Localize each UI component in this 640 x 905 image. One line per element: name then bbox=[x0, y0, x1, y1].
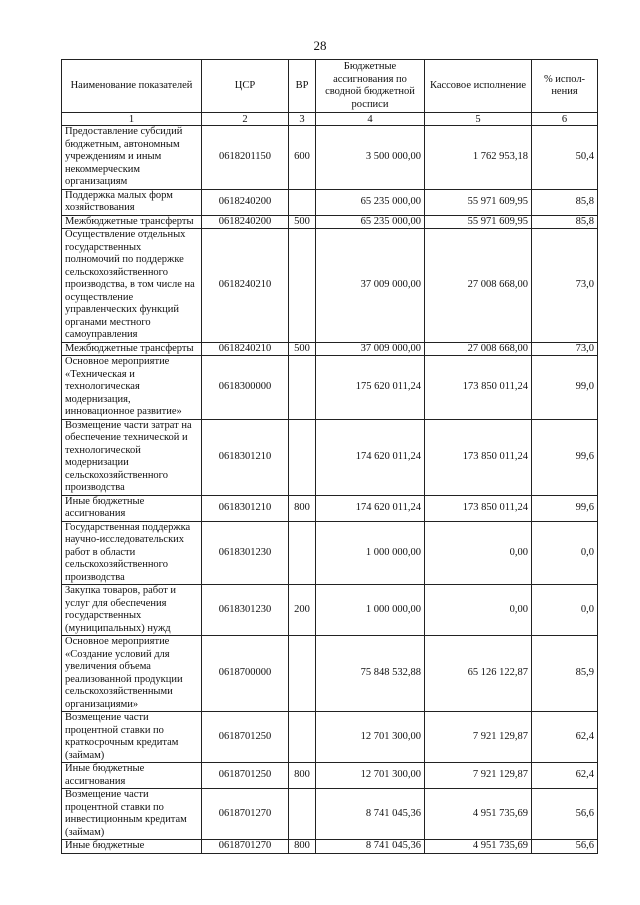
csr-code-cell: 0618301210 bbox=[202, 419, 289, 495]
cash-execution-cell: 27 008 668,00 bbox=[425, 342, 532, 356]
vr-code-cell bbox=[289, 189, 316, 215]
indicator-name-cell: Возмещение части процентной ставки по инвестиционным кредитам (займам) bbox=[62, 789, 202, 840]
vr-code-cell: 800 bbox=[289, 763, 316, 789]
column-number: 4 bbox=[316, 113, 425, 126]
indicator-name-cell: Иные бюджетные ассигнования bbox=[62, 495, 202, 521]
table-row bbox=[62, 636, 598, 712]
header-indicator-name: Наименование показателей bbox=[62, 60, 202, 113]
table-row bbox=[62, 712, 598, 763]
vr-code-cell bbox=[289, 636, 316, 712]
vr-code-cell: 600 bbox=[289, 126, 316, 190]
indicator-name-cell: Возмещение части процентной ставки по краткосрочным кредитам (займам) bbox=[62, 712, 202, 763]
header-cash-execution: Кассовое исполнение bbox=[425, 60, 532, 113]
table-row bbox=[62, 342, 598, 356]
budget-allocation-cell: 175 620 011,24 bbox=[316, 356, 425, 420]
table-row bbox=[62, 229, 598, 343]
page-number: 28 bbox=[313, 38, 327, 53]
table-row bbox=[62, 840, 598, 854]
execution-percent-cell: 73,0 bbox=[532, 342, 598, 356]
csr-code-cell: 0618240200 bbox=[202, 189, 289, 215]
cash-execution-cell: 65 126 122,87 bbox=[425, 636, 532, 712]
execution-percent-cell: 99,6 bbox=[532, 419, 598, 495]
budget-allocation-cell: 12 701 300,00 bbox=[316, 712, 425, 763]
csr-code-cell: 0618301230 bbox=[202, 585, 289, 636]
execution-percent-cell: 0,0 bbox=[532, 521, 598, 585]
table-row bbox=[62, 789, 598, 840]
budget-allocation-cell: 65 235 000,00 bbox=[316, 189, 425, 215]
cash-execution-cell: 173 850 011,24 bbox=[425, 495, 532, 521]
csr-code-cell: 0618700000 bbox=[202, 636, 289, 712]
indicator-name-cell: Иные бюджетные bbox=[62, 840, 202, 854]
table-row bbox=[62, 585, 598, 636]
cash-execution-cell: 7 921 129,87 bbox=[425, 763, 532, 789]
table-row bbox=[62, 419, 598, 495]
cash-execution-cell: 27 008 668,00 bbox=[425, 229, 532, 343]
table-row bbox=[62, 189, 598, 215]
budget-allocation-cell: 37 009 000,00 bbox=[316, 342, 425, 356]
table-body bbox=[62, 126, 598, 854]
budget-execution-table bbox=[61, 59, 598, 854]
execution-percent-cell: 56,6 bbox=[532, 840, 598, 854]
budget-allocation-cell: 174 620 011,24 bbox=[316, 419, 425, 495]
vr-code-cell bbox=[289, 229, 316, 343]
csr-code-cell: 0618701270 bbox=[202, 789, 289, 840]
table-row bbox=[62, 495, 598, 521]
budget-allocation-cell: 1 000 000,00 bbox=[316, 521, 425, 585]
column-number: 2 bbox=[202, 113, 289, 126]
indicator-name-cell: Государственная поддержка научно-исследовательских работ в области сельскохозяйственного производства bbox=[62, 521, 202, 585]
vr-code-cell: 800 bbox=[289, 495, 316, 521]
indicator-name-cell: Межбюджетные трансферты bbox=[62, 215, 202, 229]
header-execution-percent: % испол-нения bbox=[532, 60, 598, 113]
table-row bbox=[62, 126, 598, 190]
budget-allocation-cell: 12 701 300,00 bbox=[316, 763, 425, 789]
vr-code-cell bbox=[289, 419, 316, 495]
cash-execution-cell: 173 850 011,24 bbox=[425, 356, 532, 420]
execution-percent-cell: 62,4 bbox=[532, 763, 598, 789]
indicator-name-cell: Иные бюджетные ассигнования bbox=[62, 763, 202, 789]
csr-code-cell: 0618240210 bbox=[202, 342, 289, 356]
table-row bbox=[62, 356, 598, 420]
vr-code-cell bbox=[289, 712, 316, 763]
csr-code-cell: 0618240210 bbox=[202, 229, 289, 343]
column-number-row bbox=[62, 113, 598, 126]
csr-code-cell: 0618240200 bbox=[202, 215, 289, 229]
vr-code-cell: 200 bbox=[289, 585, 316, 636]
execution-percent-cell: 50,4 bbox=[532, 126, 598, 190]
cash-execution-cell: 7 921 129,87 bbox=[425, 712, 532, 763]
vr-code-cell bbox=[289, 521, 316, 585]
execution-percent-cell: 56,6 bbox=[532, 789, 598, 840]
budget-allocation-cell: 37 009 000,00 bbox=[316, 229, 425, 343]
cash-execution-cell: 0,00 bbox=[425, 521, 532, 585]
indicator-name-cell: Основное мероприятие «Техническая и технологическая модернизация, инновационное развитие» bbox=[62, 356, 202, 420]
indicator-name-cell: Предоставление субсидий бюджетным, автономным учреждениям и иным некоммерческим организациям bbox=[62, 126, 202, 190]
cash-execution-cell: 173 850 011,24 bbox=[425, 419, 532, 495]
cash-execution-cell: 4 951 735,69 bbox=[425, 789, 532, 840]
column-number: 6 bbox=[532, 113, 598, 126]
csr-code-cell: 0618701270 bbox=[202, 840, 289, 854]
csr-code-cell: 0618701250 bbox=[202, 763, 289, 789]
table-row bbox=[62, 763, 598, 789]
csr-code-cell: 0618701250 bbox=[202, 712, 289, 763]
budget-allocation-cell: 75 848 532,88 bbox=[316, 636, 425, 712]
execution-percent-cell: 85,9 bbox=[532, 636, 598, 712]
indicator-name-cell: Поддержка малых форм хозяйствования bbox=[62, 189, 202, 215]
budget-allocation-cell: 65 235 000,00 bbox=[316, 215, 425, 229]
csr-code-cell: 0618301210 bbox=[202, 495, 289, 521]
table-row bbox=[62, 215, 598, 229]
column-number: 3 bbox=[289, 113, 316, 126]
indicator-name-cell: Основное мероприятие «Создание условий для увеличения объема реализованной продукции сельскохозяйственными организациями» bbox=[62, 636, 202, 712]
table-row bbox=[62, 521, 598, 585]
vr-code-cell bbox=[289, 789, 316, 840]
indicator-name-cell: Закупка товаров, работ и услуг для обеспечения государственных (муниципальных) нужд bbox=[62, 585, 202, 636]
header-row bbox=[62, 60, 598, 113]
execution-percent-cell: 99,6 bbox=[532, 495, 598, 521]
vr-code-cell: 500 bbox=[289, 215, 316, 229]
header-budget-allocations: Бюджетные ассигнования по сводной бюджетной росписи bbox=[316, 60, 425, 113]
cash-execution-cell: 4 951 735,69 bbox=[425, 840, 532, 854]
csr-code-cell: 0618301230 bbox=[202, 521, 289, 585]
budget-allocation-cell: 1 000 000,00 bbox=[316, 585, 425, 636]
cash-execution-cell: 55 971 609,95 bbox=[425, 215, 532, 229]
header-csr: ЦСР bbox=[202, 60, 289, 113]
cash-execution-cell: 0,00 bbox=[425, 585, 532, 636]
execution-percent-cell: 73,0 bbox=[532, 229, 598, 343]
execution-percent-cell: 62,4 bbox=[532, 712, 598, 763]
budget-allocation-cell: 8 741 045,36 bbox=[316, 840, 425, 854]
budget-allocation-cell: 174 620 011,24 bbox=[316, 495, 425, 521]
indicator-name-cell: Возмещение части затрат на обеспечение технической и технологической модернизации сельскохозяйственного производства bbox=[62, 419, 202, 495]
header-vr: ВР bbox=[289, 60, 316, 113]
column-number: 1 bbox=[62, 113, 202, 126]
budget-allocation-cell: 8 741 045,36 bbox=[316, 789, 425, 840]
indicator-name-cell: Осуществление отдельных государственных полномочий по поддержке сельскохозяйственного производства, в том числе на осуществление управленческих функций органами местного самоуправления bbox=[62, 229, 202, 343]
vr-code-cell bbox=[289, 356, 316, 420]
vr-code-cell: 500 bbox=[289, 342, 316, 356]
execution-percent-cell: 0,0 bbox=[532, 585, 598, 636]
execution-percent-cell: 99,0 bbox=[532, 356, 598, 420]
cash-execution-cell: 55 971 609,95 bbox=[425, 189, 532, 215]
csr-code-cell: 0618300000 bbox=[202, 356, 289, 420]
csr-code-cell: 0618201150 bbox=[202, 126, 289, 190]
vr-code-cell: 800 bbox=[289, 840, 316, 854]
budget-allocation-cell: 3 500 000,00 bbox=[316, 126, 425, 190]
column-number: 5 bbox=[425, 113, 532, 126]
execution-percent-cell: 85,8 bbox=[532, 215, 598, 229]
indicator-name-cell: Межбюджетные трансферты bbox=[62, 342, 202, 356]
execution-percent-cell: 85,8 bbox=[532, 189, 598, 215]
cash-execution-cell: 1 762 953,18 bbox=[425, 126, 532, 190]
